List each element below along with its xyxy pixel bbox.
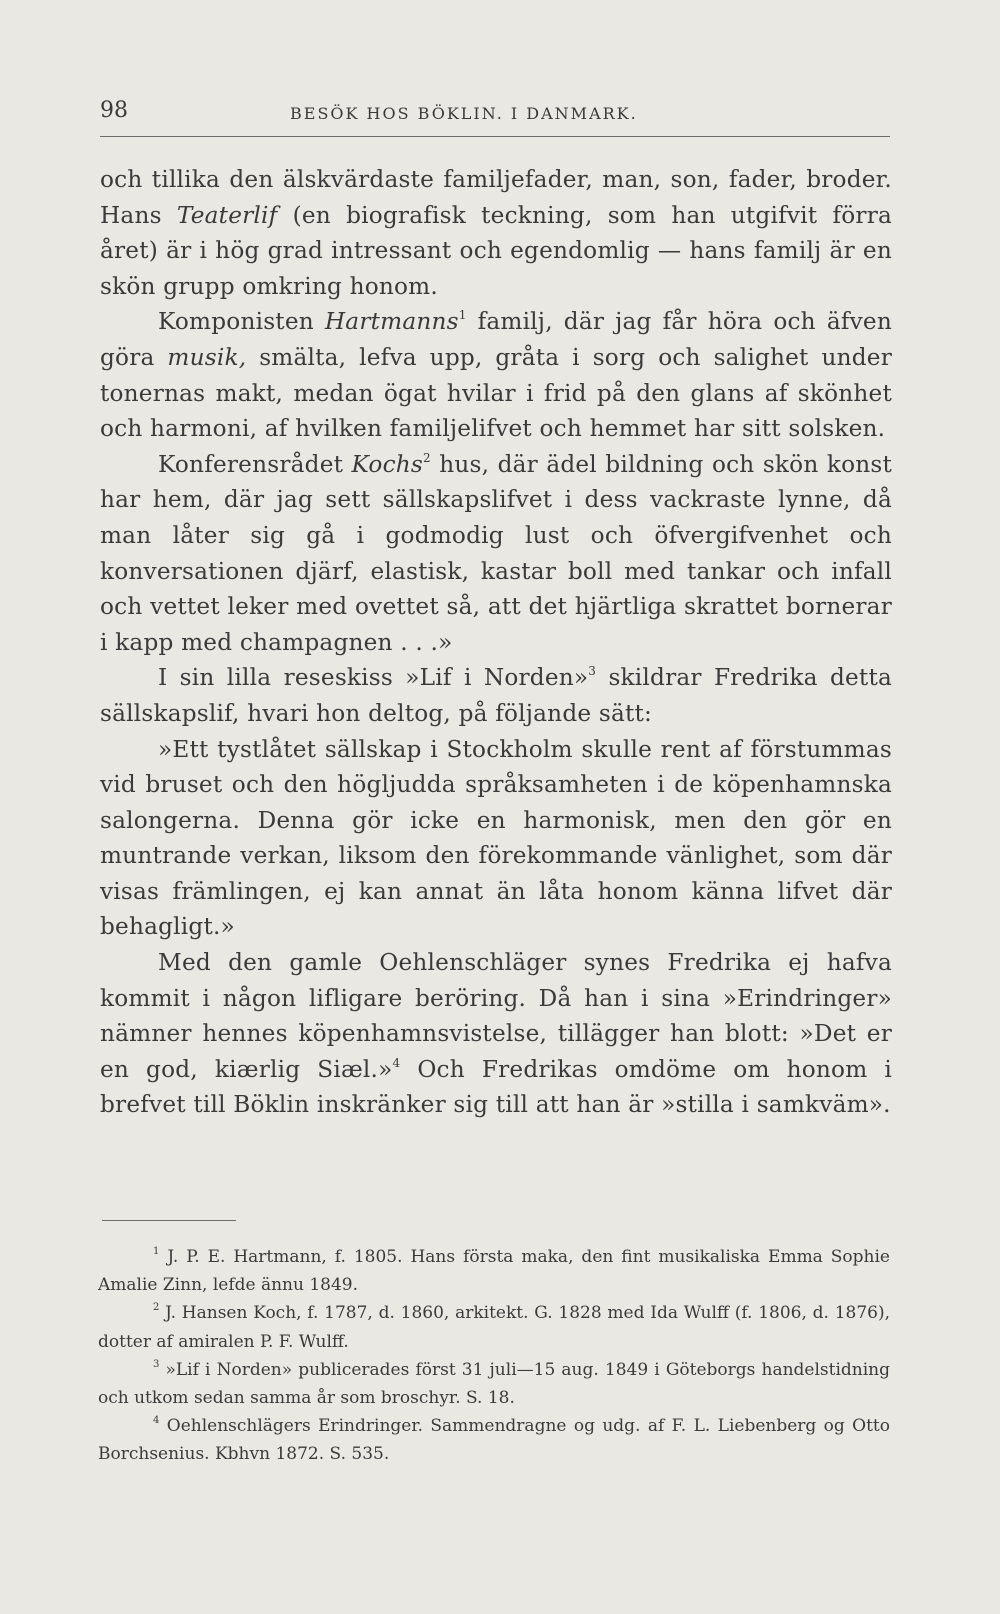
footnote-4: $^4$ Oehlenschlägers Erindringer. Sammendragne og udg. af F. L. Liebenberg og Otto Borchsenius. Kbhvn 1872. S. 535. xyxy=(98,1415,890,1465)
footnote-divider xyxy=(102,1220,236,1221)
paragraph-3: Konferensrådet Kochs$^2$ hus, där ädel bildning och skön konst har hem, där jag sett sällskapslifvet i dess vackraste lynne, då man låter sig gå i godmodig lust och öfvergifvenhet och konversationen djärf, elastisk, kastar boll med tankar och infall och vettet leker med ovettet så, att det hjärtliga skrattet bornerar i kapp med champagnen . . .» xyxy=(100,450,893,656)
paragraph-4: I sin lilla reseskiss »Lif i Norden»$^3$ skildrar Fredrika detta sällskapslif, hvari hon deltog, på följande sätt: xyxy=(100,664,892,727)
paragraph-6: Med den gamle Oehlenschläger synes Fredrika ej hafva kommit i någon lifligare beröring. Då han i sina »Erindringer» nämner hennes köpenhamnsvistelse, tillägger han blott: »Det er en god, kiærlig Siæl.»$^4$ Och Fredrikas omdöme om honom i brefvet till Böklin inskränker sig till att han är »stilla i samkväm». xyxy=(100,949,892,1119)
footnote-ref: 4 xyxy=(392,1055,401,1070)
page-header xyxy=(100,96,890,137)
paragraph-5-quote: »Ett tystlåtet sällskap i Stockholm skulle rent af förstummas vid bruset och den högljudda språksamheten i de köpenhamnska salongerna. Denna gör icke en harmonisk, men den gör en muntrande verkan, liksom den förekommande vänlighet, som där visas främlingen, ej kan annat än låta honom känna lifvet där behagligt.» xyxy=(100,735,892,941)
footnote-ref: 3 xyxy=(588,664,597,679)
italic-name: Kochs xyxy=(351,450,424,478)
footnote-2: $^2$ J. Hansen Koch, f. 1787, d. 1860, arkitekt. G. 1828 med Ida Wulff (f. 1806, d. 1876), dotter af amiralen P. F. Wulff. xyxy=(98,1302,890,1352)
footnote-3: $^3$ »Lif i Norden» publicerades först 31 juli—15 aug. 1849 i Göteborgs handelstidning och utkom sedan samma år som broschyr. S. 18. xyxy=(98,1358,890,1409)
running-title: BESÖK HOS BÖKLIN. I DANMARK. xyxy=(290,104,638,123)
page-number: 98 xyxy=(100,98,128,123)
italic-name: Hartmanns xyxy=(324,308,459,336)
footnotes xyxy=(98,1243,890,1469)
footnote-1: $^1$ J. P. E. Hartmann, f. 1805. Hans första maka, den fint musikaliska Emma Sophie Amalie Zinn, lefde ännu 1849. xyxy=(98,1246,890,1296)
italic-title: Teaterlif xyxy=(176,201,278,229)
paragraph-2: Komponisten Hartmanns$^1$ familj, där jag får höra och äfven göra musik, smälta, lefva upp, gråta i sorg och salighet under tonernas makt, medan ögat hvilar i frid på den glans af skönhet och harmoni, af hvilken familjelifvet och hemmet har sitt solsken. xyxy=(100,308,892,443)
italic-word: musik, xyxy=(167,343,247,371)
footnote-ref: 2 xyxy=(423,450,431,465)
footnote-ref: 1 xyxy=(458,308,467,323)
paragraph-1: och tillika den älskvärdaste familjefader, man, son, fader, broder. Hans Teaterlif (en biografisk teckning, som han utgifvit förra året) är i hög grad intressant och egendomlig — hans familj är en skön grupp omkring honom. xyxy=(100,166,893,300)
main-text xyxy=(100,162,892,1123)
